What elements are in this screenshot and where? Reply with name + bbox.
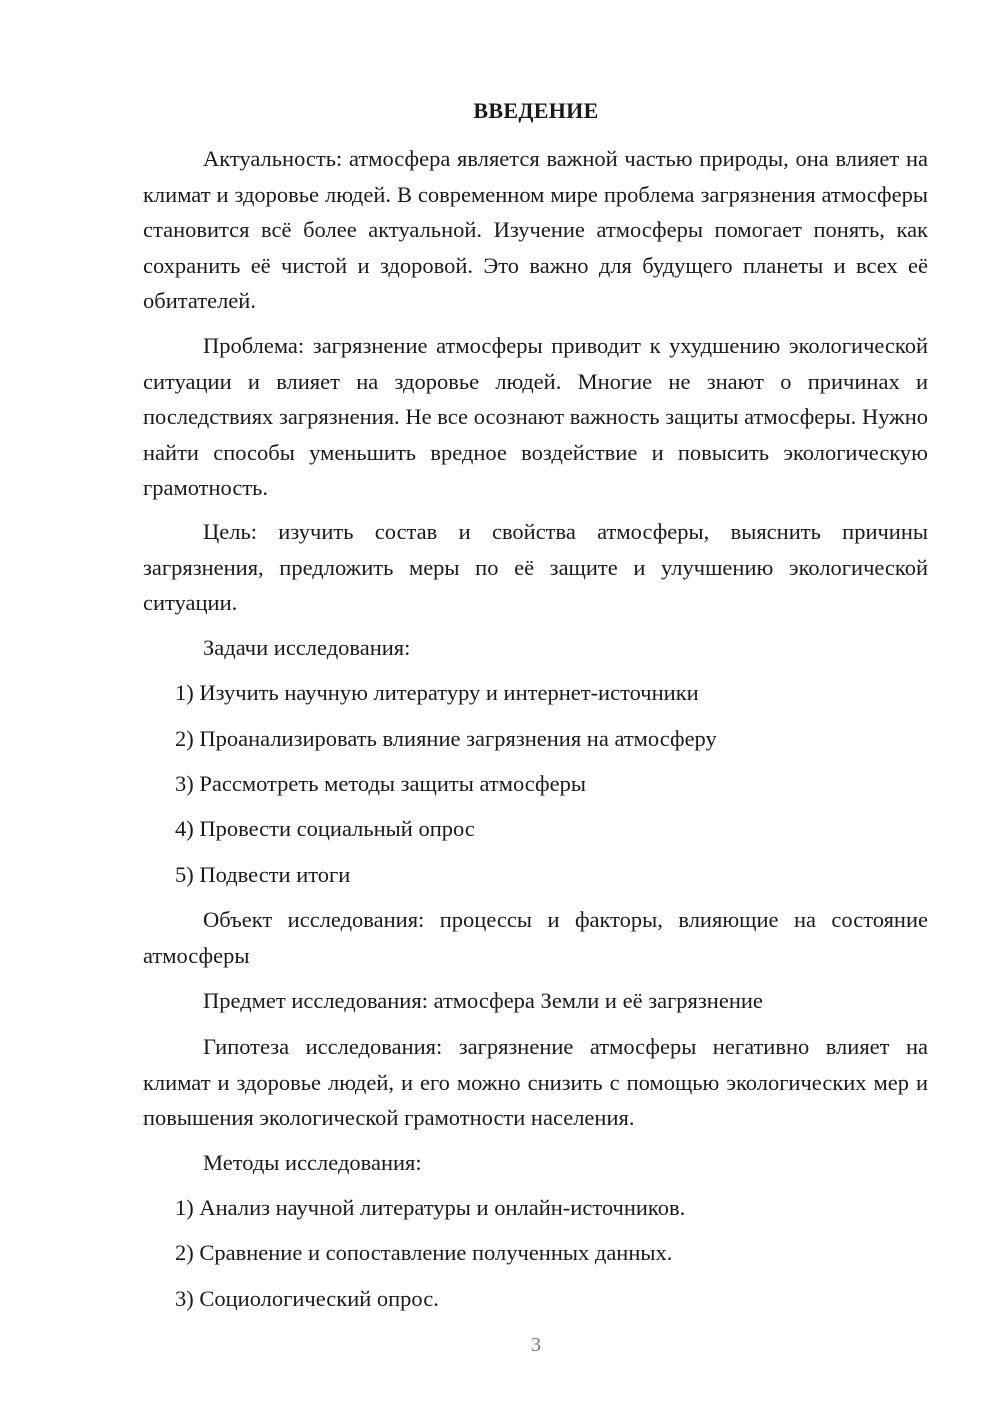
method-item: 2) Сравнение и сопоставление полученных данных.	[175, 1240, 673, 1265]
problem-paragraph: Проблема: загрязнение атмосферы приводит к ухудшению экологической ситуации и влияет на здоровье людей. Многие не знают о причинах и последствиях загрязнения. Не все осознают важность защиты атмосферы. Нужно найти способы уменьшить вредное воздействие и повысить экологическую грамотность.	[143, 333, 928, 500]
relevance-paragraph: Актуальность: атмосфера является важной частью природы, она влияет на климат и здоровье людей. В современном мире проблема загрязнения атмосферы становится всё более актуальной. Изучение атмосферы помогает понять, как сохранить её чистой и здоровой. Это важно для будущего планеты и всех её обитателей.	[143, 146, 928, 313]
object-paragraph: Объект исследования: процессы и факторы, влияющие на состояние атмосферы	[143, 907, 928, 968]
task-item: 1) Изучить научную литературу и интернет-источники	[175, 680, 699, 705]
goal-paragraph: Цель: изучить состав и свойства атмосферы, выяснить причины загрязнения, предложить меры по её защите и улучшению экологической ситуации.	[143, 519, 928, 615]
task-item: 4) Провести социальный опрос	[175, 816, 475, 841]
page-title: ВВЕДЕНИЕ	[473, 98, 599, 123]
task-item: 2) Проанализировать влияние загрязнения на атмосферу	[175, 726, 717, 751]
hypothesis-paragraph: Гипотеза исследования: загрязнение атмосферы негативно влияет на климат и здоровье людей, и его можно снизить с помощью экологических мер и повышения экологической грамотности населения.	[143, 1034, 928, 1130]
task-item: 5) Подвести итоги	[175, 862, 351, 887]
task-item: 3) Рассмотреть методы защиты атмосферы	[175, 771, 586, 796]
method-item: 3) Социологический опрос.	[175, 1286, 439, 1311]
methods-heading: Методы исследования:	[203, 1150, 422, 1175]
tasks-heading: Задачи исследования:	[203, 635, 411, 660]
subject-paragraph: Предмет исследования: атмосфера Земли и её загрязнение	[203, 988, 763, 1013]
page-number: 3	[531, 1334, 541, 1356]
method-item: 1) Анализ научной литературы и онлайн-источников.	[175, 1195, 686, 1220]
